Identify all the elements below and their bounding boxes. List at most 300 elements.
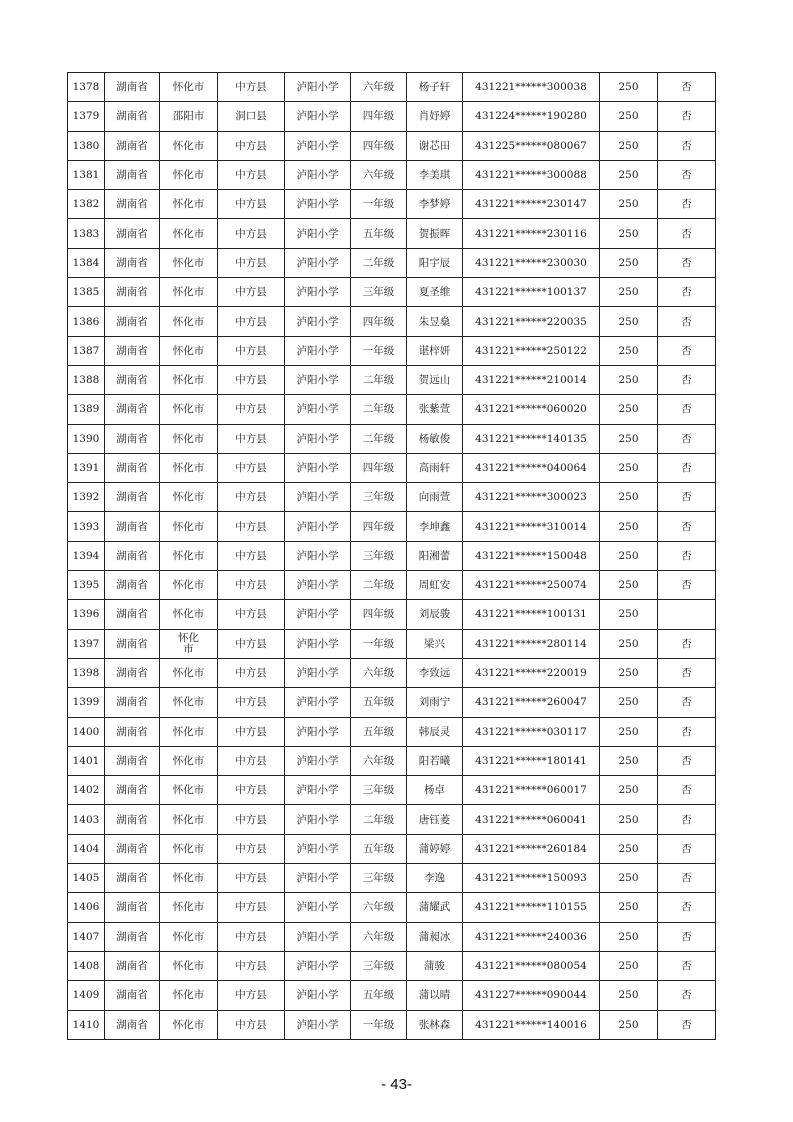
grade-cell: 六年级 bbox=[351, 73, 407, 102]
city-cell: 怀化市 bbox=[160, 981, 218, 1010]
flag-cell bbox=[658, 600, 716, 629]
province-cell: 湖南省 bbox=[105, 834, 160, 863]
student-name-cell: 蒲骏 bbox=[407, 951, 463, 980]
school-cell: 泸阳小学 bbox=[285, 658, 351, 687]
student-name-cell: 谌梓妍 bbox=[407, 336, 463, 365]
grade-cell: 三年级 bbox=[351, 951, 407, 980]
province-cell: 湖南省 bbox=[105, 600, 160, 629]
city-cell: 怀化市 bbox=[160, 805, 218, 834]
id-number-cell: 431221******060041 bbox=[463, 805, 600, 834]
row-index-cell: 1393 bbox=[68, 512, 105, 541]
school-cell: 泸阳小学 bbox=[285, 219, 351, 248]
row-index-cell: 1410 bbox=[68, 1010, 105, 1039]
id-number-cell: 431221******240036 bbox=[463, 922, 600, 951]
row-index-cell: 1404 bbox=[68, 834, 105, 863]
id-number-cell: 431221******060020 bbox=[463, 395, 600, 424]
student-name-cell: 阳湘蕾 bbox=[407, 541, 463, 570]
row-index-cell: 1407 bbox=[68, 922, 105, 951]
city-cell: 邵阳市 bbox=[160, 102, 218, 131]
row-index-cell: 1382 bbox=[68, 190, 105, 219]
id-number-cell: 431221******100137 bbox=[463, 278, 600, 307]
table-row bbox=[68, 658, 716, 687]
student-name-cell: 谢芯田 bbox=[407, 131, 463, 160]
grade-cell: 三年级 bbox=[351, 483, 407, 512]
student-name-cell: 贺振晖 bbox=[407, 219, 463, 248]
id-number-cell: 431221******180141 bbox=[463, 746, 600, 775]
table-row bbox=[68, 600, 716, 629]
city-cell: 怀化市 bbox=[160, 395, 218, 424]
school-cell: 泸阳小学 bbox=[285, 395, 351, 424]
amount-cell: 250 bbox=[600, 278, 658, 307]
school-cell: 泸阳小学 bbox=[285, 512, 351, 541]
student-name-cell: 梁兴 bbox=[407, 629, 463, 658]
id-number-cell: 431221******300038 bbox=[463, 73, 600, 102]
amount-cell: 250 bbox=[600, 73, 658, 102]
county-cell: 中方县 bbox=[218, 219, 285, 248]
id-number-cell: 431221******260047 bbox=[463, 688, 600, 717]
city-cell: 怀化市 bbox=[160, 483, 218, 512]
row-index-cell: 1397 bbox=[68, 629, 105, 658]
city-cell: 怀化市 bbox=[160, 278, 218, 307]
grade-cell: 二年级 bbox=[351, 571, 407, 600]
county-cell: 中方县 bbox=[218, 834, 285, 863]
province-cell: 湖南省 bbox=[105, 512, 160, 541]
county-cell: 中方县 bbox=[218, 1010, 285, 1039]
student-name-cell: 李美琪 bbox=[407, 160, 463, 189]
county-cell: 中方县 bbox=[218, 951, 285, 980]
table-row bbox=[68, 512, 716, 541]
county-cell: 洞口县 bbox=[218, 102, 285, 131]
school-cell: 泸阳小学 bbox=[285, 541, 351, 570]
student-name-cell: 韩辰灵 bbox=[407, 717, 463, 746]
flag-cell: 否 bbox=[658, 1010, 716, 1039]
county-cell: 中方县 bbox=[218, 922, 285, 951]
row-index-cell: 1385 bbox=[68, 278, 105, 307]
row-index-cell: 1384 bbox=[68, 248, 105, 277]
city-cell: 怀化市 bbox=[160, 248, 218, 277]
flag-cell: 否 bbox=[658, 73, 716, 102]
county-cell: 中方县 bbox=[218, 658, 285, 687]
flag-cell: 否 bbox=[658, 746, 716, 775]
grade-cell: 六年级 bbox=[351, 658, 407, 687]
row-index-cell: 1389 bbox=[68, 395, 105, 424]
student-name-cell: 周虹安 bbox=[407, 571, 463, 600]
city-cell: 怀化市 bbox=[160, 717, 218, 746]
id-number-cell: 431221******220035 bbox=[463, 307, 600, 336]
id-number-cell: 431221******300023 bbox=[463, 483, 600, 512]
grade-cell: 三年级 bbox=[351, 864, 407, 893]
flag-cell: 否 bbox=[658, 453, 716, 482]
school-cell: 泸阳小学 bbox=[285, 248, 351, 277]
grade-cell: 三年级 bbox=[351, 278, 407, 307]
grade-cell: 四年级 bbox=[351, 600, 407, 629]
school-cell: 泸阳小学 bbox=[285, 776, 351, 805]
flag-cell: 否 bbox=[658, 219, 716, 248]
id-number-cell: 431221******220019 bbox=[463, 658, 600, 687]
student-name-cell: 张林森 bbox=[407, 1010, 463, 1039]
city-cell: 怀化市 bbox=[160, 219, 218, 248]
row-index-cell: 1394 bbox=[68, 541, 105, 570]
row-index-cell: 1383 bbox=[68, 219, 105, 248]
grade-cell: 六年级 bbox=[351, 746, 407, 775]
row-index-cell: 1403 bbox=[68, 805, 105, 834]
province-cell: 湖南省 bbox=[105, 395, 160, 424]
table-row bbox=[68, 248, 716, 277]
amount-cell: 250 bbox=[600, 424, 658, 453]
student-name-cell: 夏圣维 bbox=[407, 278, 463, 307]
row-index-cell: 1387 bbox=[68, 336, 105, 365]
table-row bbox=[68, 834, 716, 863]
flag-cell: 否 bbox=[658, 981, 716, 1010]
flag-cell: 否 bbox=[658, 922, 716, 951]
id-number-cell: 431221******250122 bbox=[463, 336, 600, 365]
table-row bbox=[68, 1010, 716, 1039]
grade-cell: 一年级 bbox=[351, 1010, 407, 1039]
school-cell: 泸阳小学 bbox=[285, 365, 351, 394]
grade-cell: 四年级 bbox=[351, 102, 407, 131]
student-name-cell: 高雨轩 bbox=[407, 453, 463, 482]
amount-cell: 250 bbox=[600, 571, 658, 600]
id-number-cell: 431221******030117 bbox=[463, 717, 600, 746]
row-index-cell: 1392 bbox=[68, 483, 105, 512]
county-cell: 中方县 bbox=[218, 424, 285, 453]
county-cell: 中方县 bbox=[218, 336, 285, 365]
table-row bbox=[68, 688, 716, 717]
city-cell: 怀化市 bbox=[160, 834, 218, 863]
grade-cell: 四年级 bbox=[351, 453, 407, 482]
student-name-cell: 刘雨宁 bbox=[407, 688, 463, 717]
school-cell: 泸阳小学 bbox=[285, 922, 351, 951]
city-cell: 怀化市 bbox=[160, 541, 218, 570]
flag-cell: 否 bbox=[658, 336, 716, 365]
row-index-cell: 1391 bbox=[68, 453, 105, 482]
student-name-cell: 杨子轩 bbox=[407, 73, 463, 102]
row-index-cell: 1406 bbox=[68, 893, 105, 922]
county-cell: 中方县 bbox=[218, 571, 285, 600]
amount-cell: 250 bbox=[600, 834, 658, 863]
county-cell: 中方县 bbox=[218, 629, 285, 658]
table-row bbox=[68, 160, 716, 189]
school-cell: 泸阳小学 bbox=[285, 600, 351, 629]
page-number: - 43- bbox=[381, 1076, 412, 1093]
row-index-cell: 1388 bbox=[68, 365, 105, 394]
province-cell: 湖南省 bbox=[105, 483, 160, 512]
county-cell: 中方县 bbox=[218, 541, 285, 570]
county-cell: 中方县 bbox=[218, 600, 285, 629]
flag-cell: 否 bbox=[658, 395, 716, 424]
grade-cell: 五年级 bbox=[351, 717, 407, 746]
school-cell: 泸阳小学 bbox=[285, 336, 351, 365]
province-cell: 湖南省 bbox=[105, 73, 160, 102]
city-cell: 怀化市 bbox=[160, 658, 218, 687]
city-cell: 怀化市 bbox=[160, 424, 218, 453]
row-index-cell: 1405 bbox=[68, 864, 105, 893]
province-cell: 湖南省 bbox=[105, 951, 160, 980]
county-cell: 中方县 bbox=[218, 688, 285, 717]
grade-cell: 二年级 bbox=[351, 805, 407, 834]
county-cell: 中方县 bbox=[218, 365, 285, 394]
student-name-cell: 朱昱燊 bbox=[407, 307, 463, 336]
grade-cell: 四年级 bbox=[351, 307, 407, 336]
table-row bbox=[68, 336, 716, 365]
grade-cell: 五年级 bbox=[351, 688, 407, 717]
flag-cell: 否 bbox=[658, 307, 716, 336]
province-cell: 湖南省 bbox=[105, 776, 160, 805]
id-number-cell: 431221******150048 bbox=[463, 541, 600, 570]
amount-cell: 250 bbox=[600, 746, 658, 775]
student-name-cell: 唐钰菱 bbox=[407, 805, 463, 834]
county-cell: 中方县 bbox=[218, 131, 285, 160]
id-number-cell: 431225******080067 bbox=[463, 131, 600, 160]
student-name-cell: 蒲耀武 bbox=[407, 893, 463, 922]
flag-cell: 否 bbox=[658, 629, 716, 658]
amount-cell: 250 bbox=[600, 600, 658, 629]
amount-cell: 250 bbox=[600, 102, 658, 131]
row-index-cell: 1386 bbox=[68, 307, 105, 336]
province-cell: 湖南省 bbox=[105, 922, 160, 951]
student-name-cell: 蒲婷婷 bbox=[407, 834, 463, 863]
amount-cell: 250 bbox=[600, 688, 658, 717]
amount-cell: 250 bbox=[600, 893, 658, 922]
school-cell: 泸阳小学 bbox=[285, 981, 351, 1010]
amount-cell: 250 bbox=[600, 483, 658, 512]
student-name-cell: 蒲以晴 bbox=[407, 981, 463, 1010]
amount-cell: 250 bbox=[600, 131, 658, 160]
amount-cell: 250 bbox=[600, 541, 658, 570]
grade-cell: 三年级 bbox=[351, 776, 407, 805]
city-cell: 怀化市 bbox=[160, 453, 218, 482]
id-number-cell: 431221******150093 bbox=[463, 864, 600, 893]
grade-cell: 五年级 bbox=[351, 981, 407, 1010]
student-name-cell: 蒲昶冰 bbox=[407, 922, 463, 951]
row-index-cell: 1396 bbox=[68, 600, 105, 629]
city-cell: 怀化市 bbox=[160, 746, 218, 775]
amount-cell: 250 bbox=[600, 951, 658, 980]
city-cell: 怀化市 bbox=[160, 922, 218, 951]
table-row bbox=[68, 424, 716, 453]
grade-cell: 三年级 bbox=[351, 541, 407, 570]
county-cell: 中方县 bbox=[218, 248, 285, 277]
province-cell: 湖南省 bbox=[105, 981, 160, 1010]
city-cell: 怀化市 bbox=[160, 951, 218, 980]
student-name-cell: 杨敏俊 bbox=[407, 424, 463, 453]
table-row bbox=[68, 746, 716, 775]
county-cell: 中方县 bbox=[218, 278, 285, 307]
grade-cell: 二年级 bbox=[351, 365, 407, 394]
flag-cell: 否 bbox=[658, 102, 716, 131]
school-cell: 泸阳小学 bbox=[285, 131, 351, 160]
student-name-cell: 李逸 bbox=[407, 864, 463, 893]
city-cell: 怀化市 bbox=[160, 73, 218, 102]
province-cell: 湖南省 bbox=[105, 307, 160, 336]
id-number-cell: 431221******210014 bbox=[463, 365, 600, 394]
province-cell: 湖南省 bbox=[105, 805, 160, 834]
table-row bbox=[68, 951, 716, 980]
amount-cell: 250 bbox=[600, 395, 658, 424]
city-cell: 怀化市 bbox=[160, 688, 218, 717]
flag-cell: 否 bbox=[658, 805, 716, 834]
flag-cell: 否 bbox=[658, 951, 716, 980]
city-cell: 怀化市 bbox=[160, 512, 218, 541]
county-cell: 中方县 bbox=[218, 395, 285, 424]
school-cell: 泸阳小学 bbox=[285, 424, 351, 453]
id-number-cell: 431221******300088 bbox=[463, 160, 600, 189]
id-number-cell: 431221******230147 bbox=[463, 190, 600, 219]
amount-cell: 250 bbox=[600, 248, 658, 277]
student-name-cell: 向雨萱 bbox=[407, 483, 463, 512]
table-row bbox=[68, 864, 716, 893]
school-cell: 泸阳小学 bbox=[285, 453, 351, 482]
county-cell: 中方县 bbox=[218, 307, 285, 336]
flag-cell: 否 bbox=[658, 541, 716, 570]
table-row bbox=[68, 776, 716, 805]
student-name-cell: 肖妤婷 bbox=[407, 102, 463, 131]
id-number-cell: 431221******260184 bbox=[463, 834, 600, 863]
flag-cell: 否 bbox=[658, 131, 716, 160]
table-row bbox=[68, 571, 716, 600]
grade-cell: 四年级 bbox=[351, 512, 407, 541]
row-index-cell: 1378 bbox=[68, 73, 105, 102]
flag-cell: 否 bbox=[658, 512, 716, 541]
id-number-cell: 431221******230116 bbox=[463, 219, 600, 248]
province-cell: 湖南省 bbox=[105, 219, 160, 248]
table-row bbox=[68, 922, 716, 951]
flag-cell: 否 bbox=[658, 278, 716, 307]
school-cell: 泸阳小学 bbox=[285, 483, 351, 512]
province-cell: 湖南省 bbox=[105, 453, 160, 482]
id-number-cell: 431221******040064 bbox=[463, 453, 600, 482]
records-table bbox=[67, 72, 716, 1040]
grade-cell: 二年级 bbox=[351, 395, 407, 424]
city-cell: 怀化市 bbox=[160, 307, 218, 336]
id-number-cell: 431221******280114 bbox=[463, 629, 600, 658]
county-cell: 中方县 bbox=[218, 776, 285, 805]
city-cell: 怀化市 bbox=[160, 776, 218, 805]
province-cell: 湖南省 bbox=[105, 336, 160, 365]
amount-cell: 250 bbox=[600, 512, 658, 541]
student-name-cell: 阳若曦 bbox=[407, 746, 463, 775]
amount-cell: 250 bbox=[600, 453, 658, 482]
school-cell: 泸阳小学 bbox=[285, 73, 351, 102]
amount-cell: 250 bbox=[600, 160, 658, 189]
province-cell: 湖南省 bbox=[105, 571, 160, 600]
city-cell: 怀化市 bbox=[160, 336, 218, 365]
flag-cell: 否 bbox=[658, 776, 716, 805]
table-row bbox=[68, 73, 716, 102]
school-cell: 泸阳小学 bbox=[285, 688, 351, 717]
grade-cell: 一年级 bbox=[351, 629, 407, 658]
province-cell: 湖南省 bbox=[105, 365, 160, 394]
province-cell: 湖南省 bbox=[105, 248, 160, 277]
table-row bbox=[68, 102, 716, 131]
county-cell: 中方县 bbox=[218, 512, 285, 541]
county-cell: 中方县 bbox=[218, 746, 285, 775]
grade-cell: 一年级 bbox=[351, 336, 407, 365]
student-name-cell: 张紫萱 bbox=[407, 395, 463, 424]
flag-cell: 否 bbox=[658, 864, 716, 893]
county-cell: 中方县 bbox=[218, 893, 285, 922]
grade-cell: 二年级 bbox=[351, 248, 407, 277]
row-index-cell: 1399 bbox=[68, 688, 105, 717]
province-cell: 湖南省 bbox=[105, 864, 160, 893]
row-index-cell: 1390 bbox=[68, 424, 105, 453]
row-index-cell: 1379 bbox=[68, 102, 105, 131]
student-name-cell: 阳宇辰 bbox=[407, 248, 463, 277]
province-cell: 湖南省 bbox=[105, 717, 160, 746]
amount-cell: 250 bbox=[600, 307, 658, 336]
student-name-cell: 李梦婷 bbox=[407, 190, 463, 219]
row-index-cell: 1402 bbox=[68, 776, 105, 805]
table-row bbox=[68, 131, 716, 160]
province-cell: 湖南省 bbox=[105, 190, 160, 219]
student-name-cell: 刘辰骏 bbox=[407, 600, 463, 629]
county-cell: 中方县 bbox=[218, 864, 285, 893]
school-cell: 泸阳小学 bbox=[285, 629, 351, 658]
city-cell: 怀化市 bbox=[160, 160, 218, 189]
table-row bbox=[68, 483, 716, 512]
school-cell: 泸阳小学 bbox=[285, 102, 351, 131]
flag-cell: 否 bbox=[658, 893, 716, 922]
table-row bbox=[68, 805, 716, 834]
school-cell: 泸阳小学 bbox=[285, 951, 351, 980]
student-name-cell: 杨卓 bbox=[407, 776, 463, 805]
amount-cell: 250 bbox=[600, 776, 658, 805]
province-cell: 湖南省 bbox=[105, 893, 160, 922]
flag-cell: 否 bbox=[658, 160, 716, 189]
county-cell: 中方县 bbox=[218, 73, 285, 102]
table-row bbox=[68, 395, 716, 424]
amount-cell: 250 bbox=[600, 365, 658, 394]
city-cell: 怀化市 bbox=[160, 893, 218, 922]
student-name-cell: 贺远山 bbox=[407, 365, 463, 394]
county-cell: 中方县 bbox=[218, 453, 285, 482]
id-number-cell: 431221******140135 bbox=[463, 424, 600, 453]
grade-cell: 一年级 bbox=[351, 190, 407, 219]
amount-cell: 250 bbox=[600, 805, 658, 834]
school-cell: 泸阳小学 bbox=[285, 746, 351, 775]
student-name-cell: 李致远 bbox=[407, 658, 463, 687]
table-row bbox=[68, 629, 716, 658]
city-cell: 怀化市 bbox=[160, 600, 218, 629]
id-number-cell: 431221******110155 bbox=[463, 893, 600, 922]
province-cell: 湖南省 bbox=[105, 1010, 160, 1039]
city-cell: 怀化市 bbox=[160, 1010, 218, 1039]
grade-cell: 五年级 bbox=[351, 834, 407, 863]
province-cell: 湖南省 bbox=[105, 131, 160, 160]
row-index-cell: 1409 bbox=[68, 981, 105, 1010]
flag-cell: 否 bbox=[658, 717, 716, 746]
province-cell: 湖南省 bbox=[105, 541, 160, 570]
school-cell: 泸阳小学 bbox=[285, 805, 351, 834]
row-index-cell: 1381 bbox=[68, 160, 105, 189]
school-cell: 泸阳小学 bbox=[285, 893, 351, 922]
province-cell: 湖南省 bbox=[105, 629, 160, 658]
school-cell: 泸阳小学 bbox=[285, 834, 351, 863]
province-cell: 湖南省 bbox=[105, 658, 160, 687]
row-index-cell: 1380 bbox=[68, 131, 105, 160]
amount-cell: 250 bbox=[600, 219, 658, 248]
amount-cell: 250 bbox=[600, 658, 658, 687]
row-index-cell: 1398 bbox=[68, 658, 105, 687]
flag-cell: 否 bbox=[658, 571, 716, 600]
table-row bbox=[68, 365, 716, 394]
amount-cell: 250 bbox=[600, 190, 658, 219]
table-row bbox=[68, 278, 716, 307]
table-row bbox=[68, 307, 716, 336]
county-cell: 中方县 bbox=[218, 190, 285, 219]
id-number-cell: 431221******310014 bbox=[463, 512, 600, 541]
id-number-cell: 431227******090044 bbox=[463, 981, 600, 1010]
